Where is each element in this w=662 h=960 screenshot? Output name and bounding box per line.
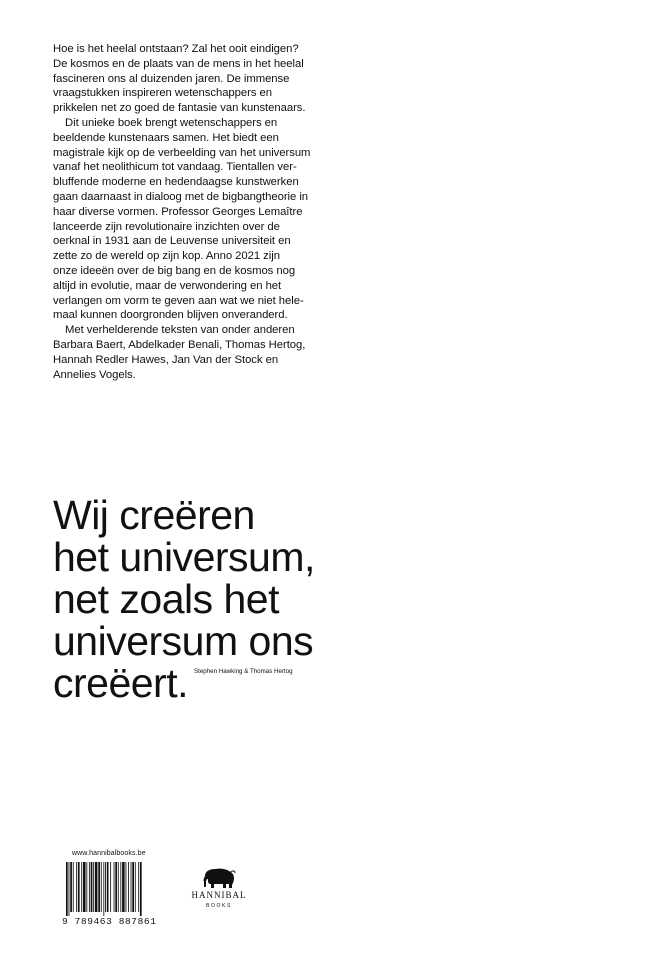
isbn-barcode <box>62 862 166 926</box>
barcode-bar <box>83 862 86 912</box>
barcode-bar <box>81 862 82 912</box>
barcode-bar <box>78 862 80 912</box>
barcode-bar <box>70 862 72 912</box>
barcode-bar <box>91 862 93 912</box>
blurb-line: beeldende kunstenaars samen. Het biedt een <box>53 131 279 144</box>
quote-attribution: Stephen Hawking & Thomas Hertog <box>194 668 293 675</box>
blurb-line: bluffende moderne en hedendaagse kunstwerken <box>53 176 299 189</box>
publisher-name: HANNIBAL <box>191 890 247 900</box>
quote-line: het universum, <box>53 534 315 580</box>
barcode-bar <box>105 862 106 912</box>
barcode-bar <box>76 862 77 912</box>
barcode-bar <box>95 862 98 912</box>
blurb-line: Hannah Redler Hawes, Jan Van der Stock en <box>53 353 279 366</box>
blurb-line: vraagstukken inspireren wetenschappers en <box>53 87 272 100</box>
barcode-graphic <box>62 862 166 926</box>
publisher-website: www.hannibalbooks.be <box>72 850 146 857</box>
quote-line: net zoals het <box>53 576 279 622</box>
blurb-line: Met verhelderende teksten van onder anderen <box>65 324 295 337</box>
barcode-bar <box>101 862 102 912</box>
barcode-bar <box>73 862 74 912</box>
barcode-bar <box>138 862 139 912</box>
quote-line: Wij creëren <box>53 492 255 538</box>
blurb-line: De kosmos en de plaats van de mens in het heelal <box>53 57 304 70</box>
pull-quote <box>53 494 573 704</box>
barcode-bar <box>122 862 125 912</box>
blurb-line: prikkelen net zo goed de fantasie van kunstenaars. <box>53 102 306 115</box>
barcode-bar <box>131 862 132 912</box>
quote-last-line <box>53 662 573 704</box>
barcode-bar <box>66 862 68 916</box>
barcode-bar <box>135 862 136 912</box>
blurb-line: vanaf het neolithicum tot vandaag. Tientallen ver- <box>53 161 297 174</box>
blurb-line: maal kunnen doorgronden blijven onveranderd. <box>53 309 288 322</box>
blurb-line: oerknal in 1931 aan de Leuvense universiteit en <box>53 235 291 248</box>
publisher-logo <box>190 867 248 909</box>
blurb-line: verlangen om vorm te geven aan wat we niet hele- <box>53 294 304 307</box>
barcode-bar <box>118 862 119 912</box>
barcode-bar <box>103 862 104 916</box>
barcode-bar <box>126 862 127 912</box>
barcode-bar <box>120 862 121 912</box>
blurb-line: onze ideeën over de big bang en de kosmos nog <box>53 264 296 277</box>
barcode-bar <box>114 862 115 912</box>
barcode-bar <box>86 862 87 912</box>
barcode-bar <box>110 862 111 912</box>
barcode-bar <box>69 862 70 916</box>
blurb-line: Hoe is het heelal ontstaan? Zal het ooit eindigen? <box>53 43 299 55</box>
blurb-line: altijd in evolutie, maar de verwondering en het <box>53 279 282 292</box>
blurb-line: Dit unieke boek brengt wetenschappers en <box>65 116 278 129</box>
isbn-digits: 9 789463 887861 <box>62 916 157 926</box>
blurb-line: lanceerde zijn revolutionaire inzichten over de <box>53 220 280 233</box>
barcode-bar <box>128 862 129 912</box>
blurb-line: Barbara Baert, Abdelkader Benali, Thomas Hertog, <box>53 338 306 351</box>
barcode-bar <box>89 862 90 912</box>
elephant-icon <box>202 867 236 889</box>
blurb-line: fascineren ons al duizenden jaren. De immense <box>53 72 290 85</box>
blurb-line: Annelies Vogels. <box>53 368 136 381</box>
back-cover-blurb <box>53 42 323 382</box>
quote-line: creëert. <box>53 660 188 706</box>
blurb-line: haar diverse vormen. Professor Georges Lemaître <box>53 205 303 218</box>
barcode-bar <box>98 862 100 912</box>
blurb-line: zette zo de wereld op zijn kop. Anno 2021 zijn <box>53 250 280 263</box>
blurb-line: magistrale kijk op de verbeelding van het universum <box>53 146 311 159</box>
barcode-bar <box>107 862 109 912</box>
publisher-subtitle: BOOKS <box>206 903 232 909</box>
quote-line: universum ons <box>53 618 314 664</box>
blurb-line: gaan daarnaast in dialoog met de bigbangtheorie in <box>53 190 309 203</box>
barcode-bar <box>140 862 142 916</box>
barcode-bar <box>132 862 134 912</box>
barcode-bar <box>115 862 117 912</box>
barcode-bar <box>93 862 94 912</box>
